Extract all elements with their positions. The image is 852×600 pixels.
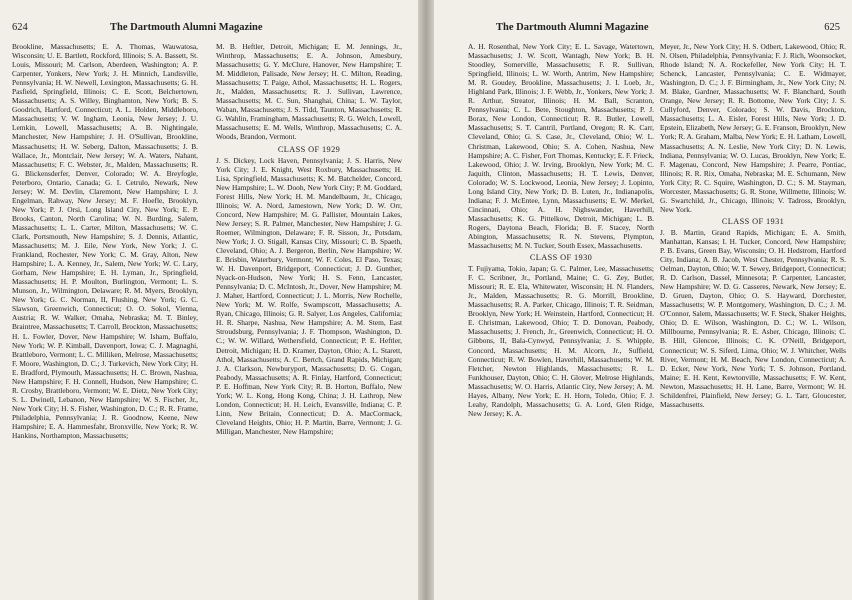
right-col2-text-bottom: J. B. Martin, Grand Rapids, Michigan; E. A. Smith, Manhattan, Kansas; I. H. Tucker, Concord, New Hampshire; P. B. Evans, Green Bay, Wisconsin; O. H. Hedstrom, Hartford City, Indiana; A. B. Jacob, West Chester, Pennsylvania; R. S. Oelman, Dayton, Ohio; W. T. Sewey, Bridgeport, Connecticut; R. D. Carlson, Dassel, Minnesota; P. Carpenter, Lancaster, New Hampshire; W. D. G. Casseres, Newark, New Jersey; E. D. Gruen, Dayton, Ohio; O. S. Hayward, Dorchester, Massachusetts; W. P. Montgomery, Washington, D. C.; J. M. O'Connor, Salem, Massachusetts; W. F. Steck, Shaker Heights, Ohio; D. E. Wilson, Washington, D. C.; W. L. Wilson, Millbourne, Pennsylvania; R. E. Asher, Chicago, Illinois; C. B. Hill, Glencoe, Illinois; C. K. O'Neill, Bridgeport, Connecticut; W. S. Siferd, Lima, Ohio; W. J. Whitcher, Wells River, Vermont; H. M. Beach, New London, Connecticut; A. D. Ecker, New York, New York; T. S. Johnson, Portland, Maine; E. H. Kent, Kewtonville, Massachusetts; F. W. Kent, Newton, Massachusetts; H. H. Lane, Barre, Vermont; W. H. Schildenfrei, Plainfield, New Jersey; G. L. Tarr, Gloucester, Massachusetts. [660, 227, 846, 409]
right-page-number: 625 [824, 22, 840, 33]
left-col2-text-bottom: J. S. Dickey, Lock Haven, Pennsylvania; J. S. Harris, New York City; J. E. Knight, West Roxbury, Massachusetts; H. Lisa, Springfield, Massachusetts; K. M. Batchelder, Concord, New Hampshire; L. W. Dooh, New York City; P. M. Goddard, Forest Hills, New York; H. M. Mandelbaum, Jr., Chicago, Illinois; W. A. Nord, Jamestown, New York; D. W. Orr, Concord, New Hampshire; M. G. Pallister, Mountain Lakes, New Jersey; S. R. Palmer, Manchester, New Hampshire; J. G. Roemer, Wilmington, Delaware; F. R. Sisson, Jr., Potsdam, New York; J. O. Stigall, Kansas City, Missouri; C. B. Spaeth, Cleveland, Ohio; A. J. Bergeron, Berlin, New Hampshire; W. E. Brisbin, Waterbury, Vermont; W. F. Coles, El Paso, Texas; W. H. Davenport, Bridgeport, Connecticut; J. D. Gunther, Nyack-on-Hudson, New York; H. S. Fenn, Lancaster, Pennsylvania; D. C. McIntosh, Jr., Dover, New Hampshire; M. J. Maher, Hartford, Connecticut; J. L. Morris, New Rochelle, New York; M. W. Rolfe, Swampscott, Massachusetts; A. Ryan, Chicago, Illinois; G. R. Salyer, Los Angeles, California; H. R. Sharpe, Nashua, New Hampshire; A. M. Stem, East Stroudsburg, Pennsylvania; J. F. Thompson, Washington, D. C.; W. W. Willard, Wethersfield, Connecticut; P. E. Heftler, Detroit, Michigan; H. D. Kramer, Dayton, Ohio; A. L. Starett, Athol, Massachusetts; A. C. Bertch, Grand Rapids, Michigan; J. A. Clarkson, Newburyport, Massachusetts; D. G. Cogan, Peabody, Massachusetts; A. R. Finlay, Hartford, Connecticut; P. E. Hoffman, New York City; R. B. Horton, Buffalo, New York; W. L. Kong, Hong Kong, China; J. H. Lathrop, New London, Connecticut; H. H. Leich, Evansville, Indiana; C. P. Linn, New Britain, Connecticut; D. A. MacCormack, Cleveland Heights, Ohio; H. P. Martin, Barre, Vermont; J. G. Milligan, Manchester, New Hampshire; [216, 155, 402, 436]
left-page-number: 624 [12, 22, 28, 33]
left-running-head: The Dartmouth Alumni Magazine [110, 22, 263, 33]
left-col1-text: Brookline, Massachusetts; E. A. Thomas, Wauwatosa, Wisconsin; U. E. Bartlett, Rockford, Illinois; S. A. Bassett, St. Louis, Missouri; M. Carlson, Aberdeen, Washington; A. P. Carpenter, Yonkers, New York; J. H. Minnich, Landisville, Pennsylvania; H. W. Newell, Lexington, Massachusetts; G. H. Pasfield, Springfield, Illinois; C. E. Scott, Belchertown, Massachusetts; A. S. Willey, Binghamton, New York; B. S. Goodrich, Hartford, Connecticut; A. L. Holden, Middleboro, Massachusetts; V. W. Ingham, Leonia, New Jersey; J. U. Lemkin, Lowell, Massachusetts; A. B. Nightingale, Manchester, New Hampshire; J. H. O'Sullivan, Brookline, Massachusetts; H. W. Seberg, Dalton, Massachusetts; J. B. Wallace, Jr., Montclair, New Jersey; W. A. Waters, Nahant, Massachusetts; F. C. Webster, Jr., Malden, Massachusetts; R. G. Blickensderfer, Denver, Colorado; W. A. Breyfogle, Peterboro, Ontario, Canada; G. I. Cetrulo, Newark, New Jersey; W. M. Devlin, Claremont, New Hampshire; I. J. Engelman, Rahway, New Jersey; M. F. Hoefle, Brooklyn, New York; P. J. Orsi, Long Island City, New York; E. P. Brooks, Canton, North Carolina; W. N. Burding, Salem, Massachusetts; L. L. Carter, Milton, Massachusetts; W. C. Clark, Portsmouth, New Hampshire; S. J. Dennis, Atlantic, Massachusetts; M. J. Eile, New York, New York; J. C. Frankland, Rochester, New York; C. M. Gray, Alton, New Hampshire; L. A. Kenney, Jr., Salem, New York; W. C. Lary, Gorham, New Hampshire; E. H. Lyman, Jr., Springfield, Massachusetts; H. P. Moulton, Burlington, Vermont; L. S. Munson, Jr., Wilmington, Delaware; R. M. Myers, Brooklyn, New York; G. C. Norman, II, Flushing, New York; G. C. Slawson, Greenwich, Connecticut; O. O. Sokol, Vienna, Austria; R. W. Walker, Omaha, Nebraska; M. T. Binley, Braintree, Massachusetts; T. Carroll, Brockton, Massachusetts; H. L. Fowler, Dover, New Hampshire; W. Isham, Buffalo, New York; W. P. Kimball, Davenport, Iowa; C. J. Magnaghi, Brattleboro, Vermont; L. C. Milliken, Melrose, Massachusetts; F. Moore, Washington, D. C.; J. Turkevich, New York City; H. E. Bradford, Plymouth, Massachusetts; H. C. Brown, Nashua, New Hampshire; F. H. Connell, Hudson, New Hampshire; C. R. Crosby, Brattleboro, Vermont; W. E. Dietz, New York City; S. L. Dwinell, Lebanon, New Hampshire; W. S. Fischer, Jr., New York City; H. S. Fisher, Washington, D. C.; R. R. Frame, Philadelphia, Pennsylvania; J. R. Goodnow, Keene, New Hampshire; E. A. Hammesfahr, Bronxville, New York; R. W. Hankins, Northampton, Massachusetts; [12, 42, 198, 441]
left-page [0, 0, 418, 600]
right-running-head: The Dartmouth Alumni Magazine [496, 22, 649, 33]
class-heading-1930: CLASS OF 1930 [529, 253, 593, 263]
right-col1-text-top: A. H. Rosenthal, New York City; E. L. Savage, Watertown, Massachusetts; J. W. Scott, Wantagh, New York; B. H. Stoodley, Somerville, Massachusetts; F. R. Sullivan, Springfield, Illinois; L. W. Worth, Antrim, New Hampshire; M. R. Goudey, Brookline, Massachusetts; J. I. Loeb, Jr., Highland Park, Illinois; J. F. Webb, Jr., Yonkers, New York; J. R. Arthur, Streator, Illinois; H. M. Ball, Scranton, Pennsylvania; C. L. Bete, Stoughton, Massachusetts; P. J. Borax, New London, Connecticut; R. R. Butler, Lowell, Massachusetts; S. T. Cantril, Portland, Oregon; R. K. Carr, Cleveland, Ohio; G. S. Case, Jr., Cleveland, Ohio; W. L. Christman, Lakewood, Ohio; S. A. Cohen, Nashua, New Hampshire; A. C. Fisher, Fort Thomas, Kentucky; E. F. Frieck, Lakewood, Ohio; J. W. Irving, Brooklyn, New York; M. C. Jaquith, Clinton, Massachusetts; H. T. Lewis, Denver, Colorado; W. S. Lockwood, Leonia, New Jersey; J. Lopinto, Long Island City, New York; D. B. Luten, Jr., Indianapolis, Indiana; F. J. McEntee, Lynn, Massachusetts; E. W. Merkel, Cincinnati, Ohio; A. H. Nighswander, Haverhill, Massachusetts; K. G. Pittelkow, Detroit, Michigan; L. B. Rogers, Daytona Beach, Florida; B. F. Stacey, North Abington, Massachusetts; R. N. Stevens, Plympton, Massachusetts; M. N. Tucker, South Essex, Massachusetts. [468, 42, 654, 251]
left-col2-text-top: M. B. Heftler, Detroit, Michigan; E. M. Jennings, Jr., Winthrop, Massachusetts; E. A. Johnson, Amesbury, Massachusetts; G. Y. McClure, Hanover, New Hampshire; T. M. Middleton, Palisade, New Jersey; H. C. Milton, Reading, Massachusetts; T. Paige, Athol, Massachusetts; H. L. Rogers, Jr., Malden, Massachusetts; R. J. Sullivan, Lawrence, Massachusetts; M. C. Sun, Shanghai, China; L. W. Taylor, Waban, Massachusetts; J. S. Tidd, Taunton, Massachusetts; R. G. Wahlin, Framingham, Massachusetts; R. G. Welch, Lowell, Massachusetts; E. M. Wells, Winthrop, Massachusetts; C. A. Woods, Brandon, Vermont. [216, 42, 402, 142]
class-heading-1931: CLASS OF 1931 [721, 216, 785, 226]
right-page [434, 0, 852, 600]
right-col1-text-bottom: T. Fujiyama, Tokio, Japan; G. C. Palmer, Lee, Massachusetts; F. C. Scribner, Jr., Portland, Maine; C. G. Zey, Butler, Missouri; R. E. Ela, Whitewater, Wisconsin; H. N. Flanders, Jr., Malden, Massachusetts; R. G. Morrill, Brookline, Massachusetts; R. A. Parker, Chicago, Illinois; T. R. Seidman, Brooklyn, New York; H. Weinstein, Hartford, Connecticut; H. E. Christman, Lakewood, Ohio; T. D. Donovan, Peabody, Massachusetts; J. French, Jr., Greenwich, Connecticut; H. O. Gibbons, II, Bala-Cynwyd, Pennsylvania; J. S. Whipple, Concord, Massachusetts; H. M. Alcorn, Jr., Suffield, Connecticut; R. W. Bowlen, Haverhill, Massachusetts; W. M. Fletcher, Newton Highlands, Massachusetts; R. L. Funkhouser, Dayton, Ohio; C. H. Glover, Melrose Highlands, Massachusetts; W. O. Harris, Atlantic City, New Jersey; A. M. Hayes, Albany, New York; E. H. Horn, Toledo, Ohio; F. J. Leahy, Randolph, Massachusetts; G. A. Lord, Glen Ridge, New Jersey; K. A. [468, 264, 654, 418]
left-column-2 [216, 42, 402, 436]
right-col2-text-top: Meyer, Jr., New York City; H. S. Odbert, Lakewood, Ohio; R. N. Olsen, Philadelphia, Pennsylvania; F. J. Rich, Woonsocket, Rhode Island; N. A. Rockefeller, New York City; H. T. Schenck, Lancaster, Pennsylvania; C. E. Widmayer, Washington, D. C.; J. F. Birmingham, Jr., New York City; N. M. Blake, Gardner, Massachusetts; W. F. Blanchard, South Orange, New Jersey; R. R. Bottome, New York City; J. S. Cullyford, Denver, Colorado; S. W. Davis, Brockton, Massachusetts; L. A. Eisler, Forest Hills, New York; J. D. Epstein, Elizabeth, New Jersey; G. E. Franson, Brooklyn, New York; R. A. Graham, Malba, New York; E. H. Latham, Lowell, Massachusetts; A. N. Leslie, New York City; D. N. Lewis, Indiana, Pennsylvania; W. O. Lucas, Brooklyn, New York; E. F. Magenau, Concord, New Hampshire; J. Pearre, Pontiac, Illinois; R. R. Rix, Omaha, Nebraska; M. E. Schumann, New York City; R. C. Squire, Washington, D. C.; S. M. Stayman, Worcester, Massachusetts; G. R. Stone, Willmette, Illinois; W. G. Swartchild, Jr., Chicago, Illinois; V. Tadross, Brooklyn, New York. [660, 42, 846, 214]
class-heading-1929: CLASS OF 1929 [277, 144, 341, 154]
right-page-header [434, 22, 852, 38]
left-column-1 [12, 42, 198, 440]
left-page-header [0, 22, 418, 38]
right-column-1 [468, 42, 654, 418]
page-gutter [418, 0, 434, 600]
right-column-2 [660, 42, 846, 409]
